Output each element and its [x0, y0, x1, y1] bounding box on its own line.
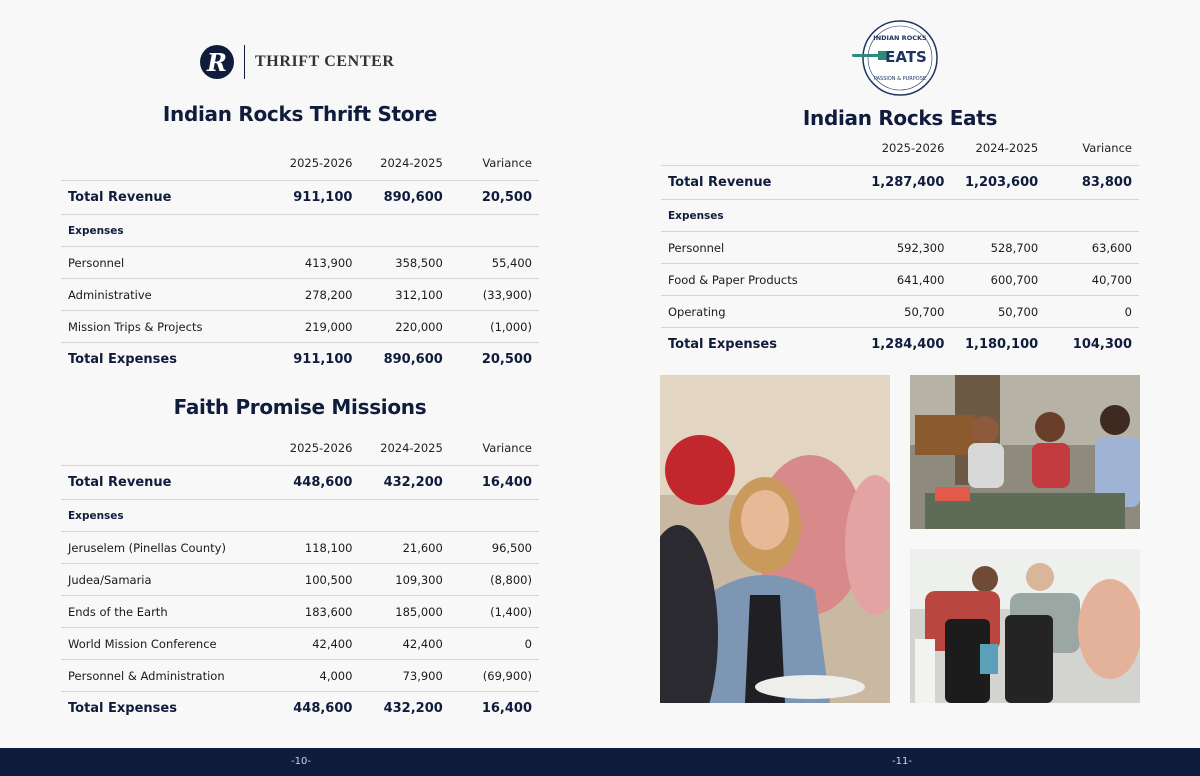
row-value: 890,600 — [359, 343, 449, 377]
row-value: 911,100 — [270, 181, 360, 215]
row-label: Total Expenses — [61, 343, 270, 377]
column-header: Variance — [1082, 141, 1132, 155]
boy-head — [971, 416, 999, 444]
expense-row — [61, 628, 539, 660]
row-value: 528,700 — [951, 232, 1045, 264]
row-label: Ends of the Earth — [61, 596, 270, 628]
row-value: 0 — [1045, 296, 1139, 328]
row-value: 312,100 — [359, 279, 449, 311]
right-page — [600, 0, 1200, 748]
coffee-label — [980, 644, 998, 674]
woman-right — [1078, 579, 1140, 679]
column-header: 2025-2026 — [881, 141, 945, 155]
row-label: Total Revenue — [661, 166, 859, 200]
row-value: 600,700 — [951, 264, 1045, 296]
row-value: 220,000 — [359, 311, 449, 343]
row-label: World Mission Conference — [61, 628, 270, 660]
expense-row — [61, 311, 539, 343]
row-value: 1,287,400 — [859, 166, 952, 200]
total-revenue-row — [61, 181, 539, 215]
row-value: 1,203,600 — [951, 166, 1045, 200]
row-label: Personnel — [61, 247, 270, 279]
expenses-header-row — [61, 215, 539, 247]
total-revenue-row — [661, 166, 1139, 200]
logo-main-text: EATS — [885, 48, 927, 66]
expenses-header-row — [661, 200, 1139, 232]
row-label: Mission Trips & Projects — [61, 311, 270, 343]
row-value: 21,600 — [359, 532, 449, 564]
page-footer-bar — [0, 748, 1200, 776]
row-value: 83,800 — [1045, 166, 1139, 200]
row-value: 0 — [450, 628, 539, 660]
man-head-left — [972, 566, 998, 592]
row-value: 42,400 — [270, 628, 359, 660]
row-value: 432,200 — [359, 466, 449, 500]
thrift-center-logo — [200, 44, 395, 80]
logo-bottom-text: PASSION & PURPOSE — [873, 76, 927, 82]
empty-cell — [359, 500, 449, 532]
header-blank — [61, 431, 270, 466]
row-value: 4,000 — [270, 660, 359, 692]
row-value: (1,400) — [450, 596, 539, 628]
expense-row — [61, 660, 539, 692]
expense-row — [61, 596, 539, 628]
row-value: 50,700 — [859, 296, 952, 328]
table-header-row — [661, 131, 1139, 166]
expense-row — [661, 264, 1139, 296]
thrift-store-title: Indian Rocks Thrift Store — [162, 102, 438, 126]
row-value: 109,300 — [359, 564, 449, 596]
row-value: 890,600 — [359, 181, 449, 215]
row-label: Jeruselem (Pinellas County) — [61, 532, 270, 564]
row-label: Judea/Samaria — [61, 564, 270, 596]
row-value: 432,200 — [359, 692, 449, 726]
man-head — [1100, 405, 1130, 435]
photo-coffee-station — [910, 549, 1140, 703]
eats-title: Indian Rocks Eats — [802, 106, 998, 130]
row-value: 118,100 — [270, 532, 359, 564]
row-value: 96,500 — [450, 532, 539, 564]
wood-bench — [915, 415, 975, 455]
empty-cell — [951, 200, 1045, 232]
row-value: (1,000) — [450, 311, 539, 343]
girl-hair — [1035, 412, 1065, 442]
cup-stack — [915, 639, 935, 703]
photo-family-eating — [910, 375, 1140, 529]
row-value: 448,600 — [270, 692, 359, 726]
empty-cell — [450, 500, 539, 532]
expense-row — [61, 247, 539, 279]
row-value: 183,600 — [270, 596, 359, 628]
food-basket — [935, 487, 970, 501]
row-label: Total Expenses — [661, 328, 859, 362]
logo-top-text: INDIAN ROCKS — [873, 34, 927, 42]
row-value: 413,900 — [270, 247, 360, 279]
expense-row — [661, 232, 1139, 264]
thrift-store-table — [61, 146, 539, 376]
expenses-label: Expenses — [61, 500, 270, 532]
expenses-label: Expenses — [661, 200, 859, 232]
row-value: 219,000 — [270, 311, 360, 343]
column-header: Variance — [482, 441, 532, 455]
row-label: Total Revenue — [61, 181, 270, 215]
column-header: Variance — [482, 156, 532, 170]
older-man-head — [1026, 563, 1054, 591]
table-header-row — [61, 431, 539, 466]
row-value: 592,300 — [859, 232, 952, 264]
right-page-number: -11- — [892, 756, 912, 767]
row-label: Personnel — [661, 232, 859, 264]
row-value: 641,400 — [859, 264, 952, 296]
row-value: 185,000 — [359, 596, 449, 628]
logo-divider — [244, 45, 245, 79]
row-value: (33,900) — [450, 279, 539, 311]
empty-cell — [450, 215, 539, 247]
faith-promise-title: Faith Promise Missions — [173, 395, 427, 419]
row-value: (8,800) — [450, 564, 539, 596]
photo-smiling-woman — [660, 375, 890, 703]
red-flowers — [665, 435, 735, 505]
row-label: Operating — [661, 296, 859, 328]
empty-cell — [270, 500, 359, 532]
row-value: 20,500 — [450, 181, 539, 215]
row-label: Food & Paper Products — [661, 264, 859, 296]
table-header-row — [61, 146, 539, 181]
expense-row — [661, 296, 1139, 328]
total-expenses-row — [61, 692, 539, 726]
row-value: 50,700 — [951, 296, 1045, 328]
row-value: (69,900) — [450, 660, 539, 692]
coffee-urn-right — [1005, 615, 1053, 703]
left-page-number: -10- — [291, 756, 311, 767]
expenses-label: Expenses — [61, 215, 270, 247]
row-value: 73,900 — [359, 660, 449, 692]
expense-row — [61, 532, 539, 564]
row-value: 448,600 — [270, 466, 359, 500]
row-label: Personnel & Administration — [61, 660, 270, 692]
row-value: 63,600 — [1045, 232, 1139, 264]
r-logo-icon: R — [200, 45, 234, 79]
column-header: 2025-2026 — [289, 441, 353, 455]
row-value: 20,500 — [450, 343, 539, 377]
total-expenses-row — [661, 328, 1139, 362]
row-value: 42,400 — [359, 628, 449, 660]
total-revenue-row — [61, 466, 539, 500]
row-value: 100,500 — [270, 564, 359, 596]
expenses-header-row — [61, 500, 539, 532]
empty-cell — [859, 200, 952, 232]
row-label: Total Revenue — [61, 466, 270, 500]
girl-top — [1032, 443, 1070, 488]
empty-cell — [270, 215, 360, 247]
row-value: 278,200 — [270, 279, 360, 311]
left-page — [0, 0, 600, 748]
column-header: 2024-2025 — [380, 156, 443, 170]
column-header: 2024-2025 — [380, 441, 443, 455]
thrift-center-name: THRIFT CENTER — [255, 53, 395, 70]
header-blank — [661, 131, 859, 166]
row-value: 40,700 — [1045, 264, 1139, 296]
column-header: 2025-2026 — [289, 156, 353, 170]
row-value: 16,400 — [450, 466, 539, 500]
row-value: 1,180,100 — [951, 328, 1045, 362]
row-value: 1,284,400 — [859, 328, 952, 362]
boy-shirt — [968, 443, 1004, 488]
eats-table — [661, 131, 1139, 361]
row-value: 358,500 — [359, 247, 449, 279]
column-header: 2024-2025 — [975, 141, 1039, 155]
expense-row — [61, 279, 539, 311]
faith-promise-table — [61, 431, 539, 725]
empty-cell — [359, 215, 449, 247]
row-value: 104,300 — [1045, 328, 1139, 362]
woman-face — [741, 490, 789, 550]
row-label: Administrative — [61, 279, 270, 311]
row-value: 55,400 — [450, 247, 539, 279]
total-expenses-row — [61, 343, 539, 377]
table-plate — [755, 675, 865, 699]
row-label: Total Expenses — [61, 692, 270, 726]
row-value: 16,400 — [450, 692, 539, 726]
row-value: 911,100 — [270, 343, 360, 377]
header-blank — [61, 146, 270, 181]
expense-row — [61, 564, 539, 596]
empty-cell — [1045, 200, 1139, 232]
